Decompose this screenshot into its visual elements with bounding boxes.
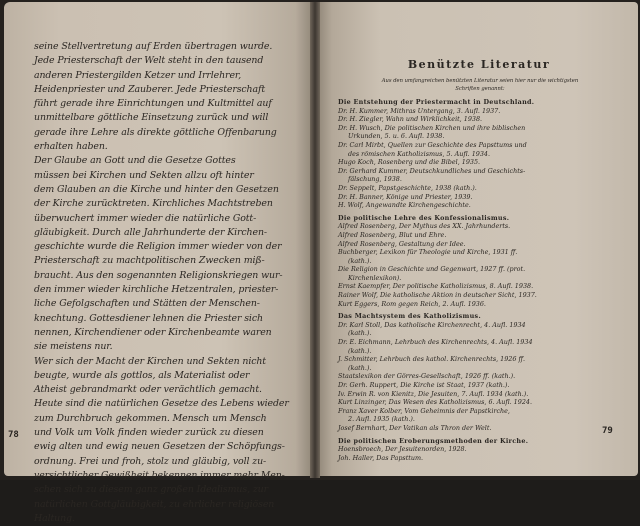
body-text-line: überwuchert immer wieder die natürliche Gott- [34,212,257,224]
open-book [4,2,638,524]
body-text-line: liche Gefolgschaften und Stätten der Menschen- [34,298,260,310]
body-text-line: braucht. Aus den sogenannten Religionskriegen wur- [34,269,283,281]
body-text-line: den immer wieder kirchliche Hetzentralen, priester- [34,284,279,296]
bibliography-entry: Dr. H. Ziegler, Wahn und Wirklichkeit, 1938. [338,115,483,124]
left-page-body-text [34,40,292,526]
body-text-line: Atheist gebrandmarkt oder verächtlich gemacht. [34,384,262,396]
bibliography-entry: Dr. Karl Stoll, Das katholische Kirchenrecht, 4. Aufl. 1934 [338,320,526,329]
right-page [316,2,638,476]
bibliography-subheading [350,78,610,93]
bibliography-entry: Iv. Erwin R. von Kienitz, Die Jesuiten, 7. Aufl. 1934 (kath.). [338,389,529,398]
bibliography-entry: Kirchenlexikon). [348,273,402,282]
bibliography-entry: (kath.). [348,256,372,265]
bibliography-entry: (kath.). [348,329,372,338]
right-page-number: 79 [602,426,613,436]
bibliography-entry: Dr. Gerhard Kummer, Deutschkundliches und Geschichts- [338,166,526,175]
bibliography-entry: Die Religion in Geschichte und Gegenwart, 1927 ff. (prot. [338,265,526,274]
body-text-line: müssen bei Kirchen und Sekten allzu oft hinter [34,169,254,181]
bibliography-list [338,98,618,462]
bibliography-entry: (kath.). [348,363,372,372]
left-page [4,2,314,524]
bibliography-entry: des römischen Katholizismus, 5. Aufl. 1934. [348,149,490,158]
body-text-line: Priesterschaft zu machtpolitischen Zwecken miß- [34,255,265,267]
bibliography-entry: Dr. Seppelt, Papstgeschichte, 1938 (kath.). [338,183,477,192]
body-text-line: geschichte wurde die Religion immer wieder von der [34,241,282,253]
body-text-line: zum Durchbruch gekommen. Mensch um Mensch [34,412,267,424]
bibliography-entry: Rainer Wolf, Die katholische Aktion in deutscher Sicht, 1937. [338,291,537,300]
body-text-line: natürlichen Gottgläubigkeit, zu ehrlicher religiösen [34,498,275,510]
bibliography-entry: Hugo Koch, Rosenberg und die Bibel, 1935. [338,158,481,167]
subheading-line: Schriften genannt: [455,85,505,92]
bibliography-entry: Joh. Haller, Das Papsttum. [338,453,424,462]
body-text-line: Haltung. [34,512,75,524]
bibliography-entry: Staatslexikon der Görres-Gesellschaft, 1926 ff. (kath.). [338,372,516,381]
bibliography-entry: Alfred Rosenberg, Blut und Ehre. [338,230,447,239]
bibliography-entry: Dr. Gerh. Ruppert, Die Kirche ist Staat, 1937 (kath.). [338,381,510,389]
body-text-line: und Volk um Volk finden wieder zurück zu diesen [34,427,264,439]
bibliography-entry: Alfred Rosenberg, Gestaltung der Idee. [338,239,466,248]
bibliography-entry: H. Wolf, Angewandte Kirchengeschichte. [338,201,471,210]
bibliography-entry: 2. Aufl. 1935 (kath.). [348,415,415,424]
body-text-line: seine Stellvertretung auf Erden übertragen wurde. [34,41,273,52]
bibliography-section-heading: Das Machtsystem des Katholizismus. [338,312,481,321]
body-text-line: gläubigkeit. Durch alle Jahrhunderte der Kirchen- [34,226,267,238]
bibliography-entry: Kurt Eggers, Rom gegen Reich, 2. Aufl. 1936. [338,299,486,308]
body-text-line: der Kirche zurücktreten. Kirchliches Machtstreben [34,198,273,210]
bibliography-entry: Franz Xaver Kolber, Vom Geheimnis der Papstkirche, [338,406,510,415]
bibliography-entry: Josef Bernhart, Der Vatikan als Thron der Welt. [338,423,492,432]
body-text-line: sie meistens nur. [34,341,113,353]
body-text-line: ordnung. Frei und froh, stolz und gläubig, voll zu- [34,455,267,467]
bibliography-entry: Dr. H. Kummer, Mithras Untergang, 3. Aufl. 1937. [338,106,501,115]
body-text-line: ewig alten und ewig neuen Gesetzen der Schöpfungs- [34,441,285,453]
body-text-line: Heidenpriester und Zauberer. Jede Priesterschaft [34,83,266,95]
body-text-line: erhalten haben. [34,141,108,153]
bibliography-entry: Dr. H. Banner, Könige und Priester, 1939. [338,192,473,201]
body-text-line: Wer sich der Macht der Kirchen und Sekten nicht [34,355,266,367]
body-text-line: Jede Priesterschaft der Welt steht in den tausend [34,55,264,67]
bibliography-section-heading: Die politische Lehre des Konfessionalismus. [338,213,510,222]
subheading-line: Aus den umfangreichen benützten Literatur seien hier nur die wichtigsten [381,78,579,84]
body-text-line: beugte, wurde als gottlos, als Materialist oder [34,369,250,381]
bibliography-entry: Kurt Linzinger, Das Wesen des Katholizismus, 6. Aufl. 1924. [338,398,532,407]
bibliography-entry: Alfred Rosenberg, Der Mythus des XX. Jahrhunderts. [338,222,511,231]
body-text-line: knechtung. Gottesdiener lehnen die Priester sich [34,312,263,324]
bibliography-entry: J. Schmitter, Lehrbuch des kathol. Kirchenrechts, 1926 ff. [338,355,526,364]
bibliography-entry: Buchberger, Lexikon für Theologie und Kirche, 1931 ff. [338,248,518,257]
bibliography-section-heading: Die Entstehung der Priestermacht in Deutschland. [338,98,535,106]
body-text-line: unmittelbare göttliche Einsetzung zurück und will [34,112,269,124]
bibliography-heading: Benützte Literatur [407,58,551,71]
body-text-line: Heute sind die natürlichen Gesetze des Lebens wieder [34,398,289,410]
body-text-line: anderen Priestergilden Ketzer und Irrlehrer, [34,69,242,81]
left-page-number: 78 [8,430,19,440]
body-text-line: schen sich zu diesem ganz großen Idealismus, zur [34,484,268,496]
bibliography-entry: Ernst Kaempfer, Der politische Katholizismus, 8. Aufl. 1938. [338,282,534,291]
bibliography-entry: Dr. H. Wusch, Die politischen Kirchen und ihre biblischen [338,123,526,132]
bibliography-section-heading: Die politischen Eroberungsmethoden der Kirche. [338,436,529,445]
bibliography-entry: (kath.). [348,346,372,355]
book-gutter [310,2,320,478]
bibliography-entry: Dr. E. Eichmann, Lehrbuch des Kirchenrechts, 4. Aufl. 1934 [338,338,533,347]
bibliography-entry: Dr. Carl Mirbt, Quellen zur Geschichte des Papsttums und [338,140,527,149]
body-text-line: versichtlicher Gewißheit bekennen immer mehr Men- [34,469,285,481]
body-text-line: nennen, Kirchendiener oder Kirchenbeamte waren [34,326,272,338]
body-text-line: Der Glaube an Gott und die Gesetze Gottes [34,155,236,167]
bibliography-entry: Hoensbroech, Der Jesuitenorden, 1928. [338,445,467,454]
body-text-line: gerade ihre Lehre als direkte göttliche Offenbarung [34,126,277,138]
bibliography-entry: fälschung, 1938. [348,175,402,184]
body-text-line: dem Glauben an die Kirche und hinter den Gesetzen [34,183,279,195]
bibliography-entry: Urkunden, 5. u. 6. Aufl. 1938. [348,132,445,141]
body-text-line: führt gerade ihre Einrichtungen und Kultmittel auf [34,98,272,110]
